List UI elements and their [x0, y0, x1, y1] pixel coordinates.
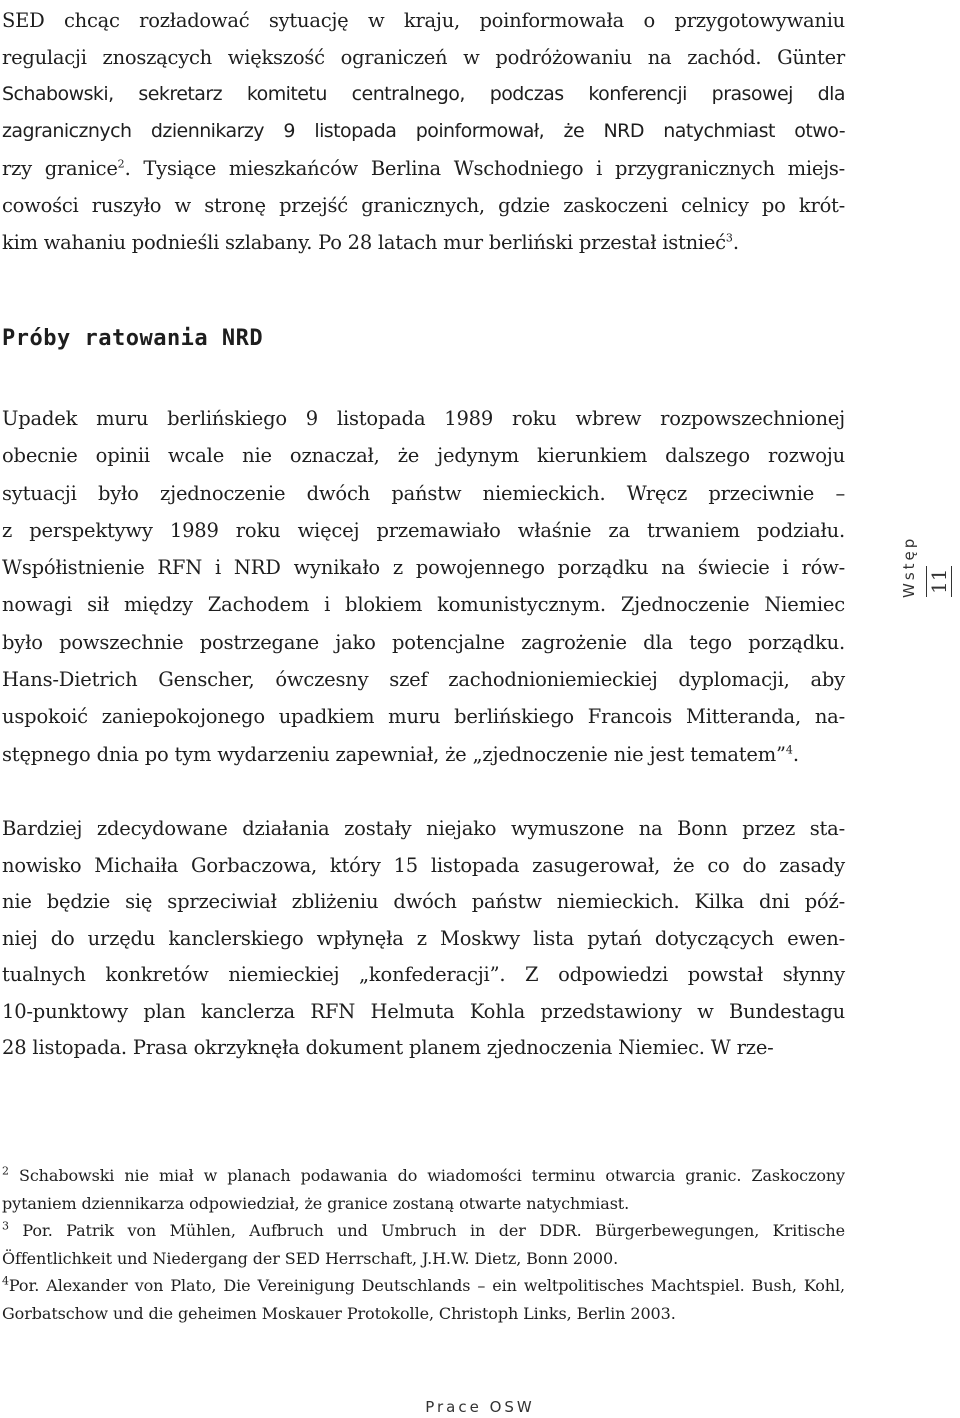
section-heading: Próby ratowania NRD: [2, 326, 264, 351]
footnote-line: [2, 1217, 845, 1245]
footnote-text: Por. Alexander von Plato, Die Vereinigung Deutschlands – ein weltpolitisches Machtspiel. Bush, Kohl,: [8, 1276, 845, 1295]
text-line: [2, 150, 845, 187]
footnotes: [2, 1162, 845, 1327]
text-line: z perspektywy 1989 roku więcej przemawiało właśnie za trwaniem podziału.: [2, 518, 845, 542]
footnote-ref[interactable]: 3: [725, 231, 733, 245]
text-line: było powszechnie postrzegane jako potencjalne zagrożenie dla tego porządku.: [2, 630, 845, 654]
footnote: [2, 1162, 845, 1217]
footnote-line: pytaniem dziennikarza odpowiedział, że granice zostaną otwarte natychmiast.: [2, 1193, 630, 1213]
footnote-text: Por. Patrik von Mühlen, Aufbruch und Umbruch in der DDR. Bürgerbewegungen, Kritische: [22, 1221, 845, 1240]
intro-paragraph: [2, 2, 845, 261]
footnote-text: Schabowski nie miał w planach podawania do wiadomości terminu otwarcia granic. Zaskoczony: [18, 1166, 845, 1185]
footnote-number: 3: [2, 1219, 9, 1233]
text-line: zagranicznych dziennikarzy 9 listopada poinformował, że NRD natychmiast otwo-: [2, 120, 845, 142]
text-line: cowości ruszyło w stronę przejść granicznych, gdzie zaskoczeni celnicy po krót-: [2, 194, 845, 217]
text-line: nowagi sił między Zachodem i blokiem komunistycznym. Zjednoczenie Niemiec: [2, 593, 845, 617]
footnote-ref[interactable]: 2: [117, 157, 125, 171]
footnote-ref[interactable]: 4: [785, 743, 793, 757]
footnote-line: Gorbatschow und die geheimen Moskauer Protokolle, Christoph Links, Berlin 2003.: [2, 1303, 676, 1323]
page-number: 11: [926, 566, 952, 597]
text-line: regulacji znoszących większość ograniczeń w podróżowaniu na zachód. Günter: [2, 46, 845, 69]
text-line: nowisko Michaiła Gorbaczowa, który 15 listopada zasugerował, że co do zasady: [2, 853, 845, 877]
text-fragment: stępnego dnia po tym wydarzeniu zapewniał, że „zjednoczenie nie jest tematem”: [2, 742, 786, 766]
text-fragment: .: [792, 742, 799, 766]
section-label: Wstęp: [900, 535, 918, 598]
text-line: sytuacji było zjednoczenie dwóch państw niemieckich. Wręcz przeciwnie –: [2, 481, 845, 505]
text-line: obecnie opinii wcale nie oznaczał, że jedynym kierunkiem dalszego rozwoju: [2, 444, 845, 468]
footnote-number: 2: [2, 1164, 9, 1178]
text-line: Bardziej zdecydowane działania zostały niejako wymuszone na Bonn przez sta-: [2, 817, 845, 840]
text-line: Współistnienie RFN i NRD wynikało z powojennego porządku na świecie i rów-: [2, 556, 845, 580]
footnote: [2, 1272, 845, 1327]
footnote-line: Öffentlichkeit und Niedergang der SED Herrschaft, J.H.W. Dietz, Bonn 2000.: [2, 1248, 619, 1268]
text-line: uspokoić zaniepokojonego upadkiem muru berlińskiego Francois Mitteranda, na-: [2, 705, 845, 729]
text-line: Schabowski, sekretarz komitetu centralnego, podczas konferencji prasowej dla: [2, 83, 845, 105]
body-paragraph: [2, 811, 845, 1067]
text-line: niej do urzędu kanclerskiego wpłynęła z Moskwy lista pytań dotyczących ewen-: [2, 926, 845, 950]
text-fragment: kim wahaniu podnieśli szlabany. Po 28 latach mur berliński przestał istnieć: [2, 231, 726, 254]
text-fragment: .: [732, 231, 739, 254]
body-paragraph: [2, 400, 845, 773]
text-fragment: . Tysiące mieszkańców Berlina Wschodniego i przygranicznych miejs-: [124, 157, 846, 180]
text-line: 10-punktowy plan kanclerza RFN Helmuta Kohla przedstawiony w Bundestagu: [2, 999, 845, 1023]
text-line: 28 listopada. Prasa okrzyknęła dokument planem zjednoczenia Niemiec. W rze-: [2, 1036, 774, 1059]
text-line: tualnych konkretów niemieckiej „konfederacji”. Z odpowiedzi powstał słynny: [2, 963, 845, 986]
text-line: SED chcąc rozładować sytuację w kraju, poinformowała o przygotowywaniu: [2, 9, 845, 32]
text-line: Hans-Dietrich Genscher, ówczesny szef zachodnioniemieckiej dyplomacji, aby: [2, 668, 845, 692]
text-line: [2, 224, 845, 261]
text-line: Upadek muru berlińskiego 9 listopada 1989 roku wbrew rozpowszechnionej: [2, 407, 845, 430]
publication-footer: Prace OSW: [425, 1398, 535, 1416]
text-line: nie będzie się sprzeciwiał zbliżeniu dwóch państw niemieckich. Kilka dni póź-: [2, 890, 845, 913]
text-line: [2, 736, 845, 773]
footnote-line: [2, 1272, 845, 1300]
footnote-line: [2, 1162, 845, 1190]
footnote-number: 4: [2, 1274, 9, 1288]
text-fragment: rzy granice: [2, 157, 118, 180]
footnote: [2, 1217, 845, 1272]
